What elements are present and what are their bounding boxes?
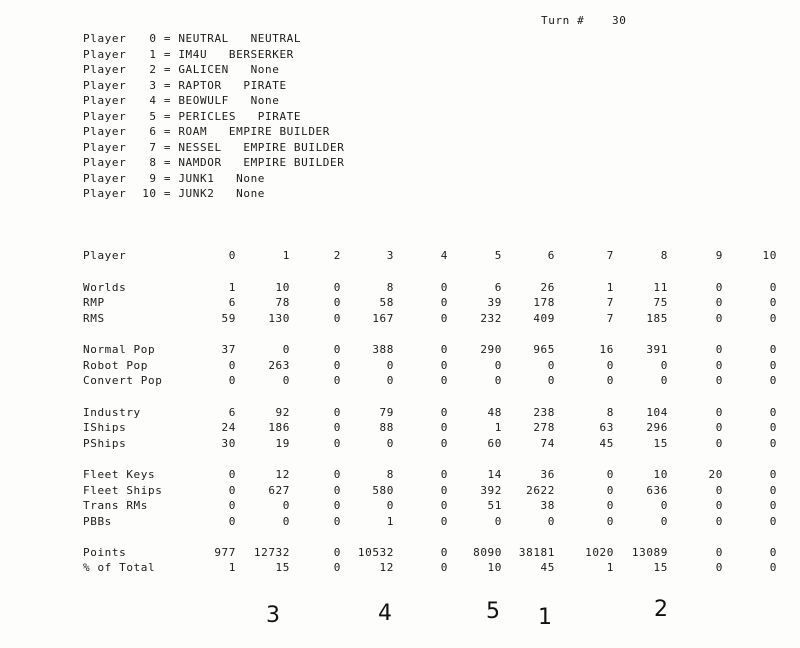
stats-cell: 0 xyxy=(440,312,448,325)
stats-cell: 0 xyxy=(333,515,341,528)
player-number: 10 xyxy=(142,187,157,200)
player-prefix: Player xyxy=(83,156,134,169)
stats-cell: 79 xyxy=(379,406,394,419)
player-prefix: Player xyxy=(83,187,134,200)
player-name: RAPTOR xyxy=(178,78,222,92)
stats-cell: 6 xyxy=(228,296,236,309)
player-number: 9 xyxy=(149,171,157,185)
stats-cell: 0 xyxy=(715,515,723,528)
stats-cell: 88 xyxy=(379,421,394,434)
stats-cell: 278 xyxy=(533,421,555,434)
column-header-player-10: 10 xyxy=(762,249,777,262)
stats-cell: 0 xyxy=(660,515,668,528)
stats-cell: 0 xyxy=(333,374,341,387)
stats-cell: 263 xyxy=(268,359,290,372)
equals-sign: = xyxy=(156,156,179,169)
stats-row-label: Fleet Ships xyxy=(83,484,163,497)
stats-cell: 0 xyxy=(715,296,723,309)
turn-number: 30 xyxy=(612,14,627,27)
player-name: GALICEN xyxy=(178,63,229,76)
stats-cell: 0 xyxy=(715,374,723,387)
stats-cell: 0 xyxy=(333,281,341,294)
stats-cell: 0 xyxy=(228,484,236,497)
stats-cell: 0 xyxy=(333,359,341,372)
stats-cell: 0 xyxy=(660,499,668,512)
stats-cell: 0 xyxy=(606,374,614,387)
player-number: 6 xyxy=(149,125,157,138)
stats-cell: 2622 xyxy=(526,484,555,497)
stats-cell: 0 xyxy=(440,406,448,419)
stats-cell: 977 xyxy=(214,546,236,559)
stats-cell: 0 xyxy=(494,374,502,387)
player-number: 4 xyxy=(149,94,157,107)
player-number: 0 xyxy=(149,32,157,45)
stats-cell: 0 xyxy=(333,312,341,325)
stats-cell: 0 xyxy=(282,515,290,528)
player-prefix: Player xyxy=(83,32,134,45)
stats-cell: 0 xyxy=(715,312,723,325)
stats-cell: 0 xyxy=(769,421,777,434)
player-prefix: Player xyxy=(83,109,134,123)
stats-cell: 14 xyxy=(487,468,502,481)
stats-cell: 0 xyxy=(769,359,777,372)
stats-row-label: % of Total xyxy=(83,561,156,574)
stats-cell: 10 xyxy=(487,561,502,574)
stats-row xyxy=(0,483,800,499)
equals-sign: = xyxy=(156,125,179,138)
handwritten-rank: 3 xyxy=(266,603,280,628)
stats-cell: 11 xyxy=(653,281,668,294)
equals-sign: = xyxy=(156,47,179,61)
stats-cell: 0 xyxy=(333,561,341,574)
stats-cell: 0 xyxy=(606,499,614,512)
equals-sign: = xyxy=(156,109,179,123)
stats-cell: 59 xyxy=(221,312,236,325)
stats-cell: 0 xyxy=(769,561,777,574)
column-header-player-7: 7 xyxy=(606,249,614,262)
stats-cell: 13089 xyxy=(631,546,668,559)
stats-cell: 0 xyxy=(228,499,236,512)
column-header-player-9: 9 xyxy=(715,249,723,262)
stats-cell: 0 xyxy=(494,515,502,528)
player-type: None xyxy=(236,187,266,200)
stats-cell: 0 xyxy=(769,312,777,325)
stats-header-label: Player xyxy=(83,249,127,262)
stats-cell: 290 xyxy=(480,343,502,356)
stats-cell: 0 xyxy=(228,374,236,387)
stats-cell: 92 xyxy=(275,406,290,419)
player-number: 5 xyxy=(149,109,157,123)
stats-cell: 0 xyxy=(386,437,394,450)
stats-cell: 0 xyxy=(660,374,668,387)
column-header-player-5: 5 xyxy=(494,249,502,262)
stats-cell: 39 xyxy=(487,296,502,309)
player-type: None xyxy=(250,63,280,76)
player-name: JUNK2 xyxy=(178,187,215,200)
stats-cell: 0 xyxy=(333,499,341,512)
stats-cell: 0 xyxy=(333,546,341,559)
player-number: 7 xyxy=(149,140,157,154)
stats-cell: 15 xyxy=(653,437,668,450)
stats-cell: 409 xyxy=(533,312,555,325)
stats-cell: 0 xyxy=(282,499,290,512)
player-type: None xyxy=(250,94,280,107)
stats-cell: 0 xyxy=(333,343,341,356)
stats-cell: 8 xyxy=(606,406,614,419)
stats-cell: 0 xyxy=(440,296,448,309)
stats-cell: 388 xyxy=(372,343,394,356)
stats-cell: 0 xyxy=(660,359,668,372)
stats-cell: 0 xyxy=(769,468,777,481)
player-prefix: Player xyxy=(83,78,134,92)
stats-row-label: Convert Pop xyxy=(83,374,163,387)
stats-cell: 0 xyxy=(769,484,777,497)
stats-row-label: Points xyxy=(83,546,127,559)
stats-cell: 1 xyxy=(228,281,236,294)
stats-cell: 38 xyxy=(540,499,555,512)
equals-sign: = xyxy=(156,78,179,92)
stats-cell: 0 xyxy=(386,499,394,512)
player-number: 3 xyxy=(149,78,157,92)
column-header-player-2: 2 xyxy=(333,249,341,262)
stats-cell: 8090 xyxy=(473,546,502,559)
stats-cell: 0 xyxy=(715,546,723,559)
stats-row xyxy=(0,436,800,452)
stats-cell: 0 xyxy=(228,515,236,528)
stats-cell: 0 xyxy=(606,484,614,497)
stats-cell: 1020 xyxy=(585,546,614,559)
stats-cell: 1 xyxy=(606,281,614,294)
stats-row xyxy=(0,295,800,311)
stats-cell: 232 xyxy=(480,312,502,325)
stats-cell: 391 xyxy=(646,343,668,356)
stats-cell: 185 xyxy=(646,312,668,325)
stats-cell: 636 xyxy=(646,484,668,497)
stats-cell: 392 xyxy=(480,484,502,497)
stats-cell: 0 xyxy=(769,499,777,512)
stats-cell: 296 xyxy=(646,421,668,434)
stats-row xyxy=(0,545,800,561)
stats-cell: 74 xyxy=(540,437,555,450)
stats-cell: 0 xyxy=(547,515,555,528)
stats-cell: 12 xyxy=(275,468,290,481)
column-header-player-3: 3 xyxy=(386,249,394,262)
stats-cell: 7 xyxy=(606,296,614,309)
stats-cell: 26 xyxy=(540,281,555,294)
handwritten-rank: 2 xyxy=(654,597,668,622)
stats-cell: 1 xyxy=(494,421,502,434)
player-prefix: Player xyxy=(83,171,134,185)
stats-cell: 0 xyxy=(440,546,448,559)
player-type: EMPIRE BUILDER xyxy=(243,156,345,169)
stats-cell: 78 xyxy=(275,296,290,309)
player-name: NEUTRAL xyxy=(178,32,229,45)
stats-cell: 0 xyxy=(715,281,723,294)
stats-row xyxy=(0,420,800,436)
stats-cell: 0 xyxy=(494,359,502,372)
stats-cell: 6 xyxy=(494,281,502,294)
stats-cell: 0 xyxy=(440,374,448,387)
stats-cell: 51 xyxy=(487,499,502,512)
equals-sign: = xyxy=(156,187,179,200)
stats-cell: 19 xyxy=(275,437,290,450)
player-type: PIRATE xyxy=(257,109,302,123)
player-name: NESSEL xyxy=(178,140,222,154)
stats-cell: 0 xyxy=(440,343,448,356)
stats-cell: 0 xyxy=(769,374,777,387)
stats-cell: 580 xyxy=(372,484,394,497)
stats-cell: 24 xyxy=(221,421,236,434)
handwritten-rank: 4 xyxy=(378,601,392,626)
equals-sign: = xyxy=(156,32,179,45)
stats-cell: 0 xyxy=(440,421,448,434)
stats-cell: 0 xyxy=(715,437,723,450)
stats-row xyxy=(0,358,800,374)
stats-cell: 0 xyxy=(769,281,777,294)
stats-cell: 0 xyxy=(282,374,290,387)
player-name: ROAM xyxy=(178,125,208,138)
player-type: BERSERKER xyxy=(228,47,294,61)
stats-cell: 238 xyxy=(533,406,555,419)
stats-cell: 58 xyxy=(379,296,394,309)
stats-row xyxy=(0,560,800,576)
stats-cell: 15 xyxy=(653,561,668,574)
stats-row xyxy=(0,514,800,530)
stats-cell: 0 xyxy=(715,406,723,419)
stats-cell: 15 xyxy=(275,561,290,574)
player-prefix: Player xyxy=(83,140,134,154)
stats-row-label: PShips xyxy=(83,437,127,450)
stats-cell: 0 xyxy=(769,437,777,450)
stats-cell: 0 xyxy=(606,515,614,528)
stats-cell: 0 xyxy=(333,468,341,481)
stats-cell: 10 xyxy=(275,281,290,294)
stats-cell: 0 xyxy=(715,484,723,497)
stats-cell: 965 xyxy=(533,343,555,356)
stats-cell: 0 xyxy=(606,468,614,481)
stats-row-label: RMS xyxy=(83,312,105,325)
player-name: PERICLES xyxy=(178,109,237,123)
stats-cell: 0 xyxy=(547,374,555,387)
handwritten-rank: 1 xyxy=(538,605,552,630)
stats-row xyxy=(0,498,800,514)
stats-cell: 0 xyxy=(769,343,777,356)
stats-cell: 0 xyxy=(440,484,448,497)
stats-cell: 0 xyxy=(769,296,777,309)
stats-cell: 0 xyxy=(386,374,394,387)
stats-cell: 0 xyxy=(228,468,236,481)
player-type: EMPIRE BUILDER xyxy=(228,125,331,138)
stats-cell: 0 xyxy=(333,406,341,419)
stats-cell: 48 xyxy=(487,406,502,419)
player-prefix: Player xyxy=(83,94,134,107)
player-name: NAMDOR xyxy=(178,156,222,169)
stats-cell: 0 xyxy=(715,359,723,372)
equals-sign: = xyxy=(156,94,179,107)
player-type: PIRATE xyxy=(243,78,287,92)
stats-cell: 45 xyxy=(540,561,555,574)
stats-cell: 12732 xyxy=(253,546,290,559)
stats-cell: 38181 xyxy=(518,546,555,559)
stats-row-label: RMP xyxy=(83,296,105,309)
stats-cell: 1 xyxy=(606,561,614,574)
stats-cell: 0 xyxy=(606,359,614,372)
stats-cell: 186 xyxy=(268,421,290,434)
stats-cell: 10 xyxy=(653,468,668,481)
stats-row xyxy=(0,342,800,358)
stats-cell: 20 xyxy=(708,468,723,481)
stats-row-label: IShips xyxy=(83,421,127,434)
stats-cell: 75 xyxy=(653,296,668,309)
stats-row-label: Fleet Keys xyxy=(83,468,156,481)
stats-cell: 0 xyxy=(440,468,448,481)
column-header-player-8: 8 xyxy=(660,249,668,262)
stats-cell: 0 xyxy=(386,359,394,372)
stats-header-row xyxy=(0,248,800,264)
equals-sign: = xyxy=(156,63,179,76)
stats-cell: 0 xyxy=(440,281,448,294)
stats-cell: 16 xyxy=(599,343,614,356)
stats-cell: 0 xyxy=(715,499,723,512)
stats-row xyxy=(0,280,800,296)
stats-cell: 0 xyxy=(769,546,777,559)
stats-cell: 1 xyxy=(228,561,236,574)
stats-cell: 130 xyxy=(268,312,290,325)
stats-cell: 0 xyxy=(769,515,777,528)
stats-cell: 0 xyxy=(715,343,723,356)
stats-row xyxy=(0,405,800,421)
player-number: 2 xyxy=(149,63,157,76)
player-type: NEUTRAL xyxy=(250,32,302,45)
stats-cell: 8 xyxy=(386,281,394,294)
stats-cell: 8 xyxy=(386,468,394,481)
stats-cell: 37 xyxy=(221,343,236,356)
stats-cell: 0 xyxy=(715,421,723,434)
player-name: BEOWULF xyxy=(178,94,229,107)
stats-cell: 178 xyxy=(533,296,555,309)
stats-cell: 0 xyxy=(440,561,448,574)
stats-row-label: Robot Pop xyxy=(83,359,149,372)
stats-cell: 167 xyxy=(372,312,394,325)
player-name: JUNK1 xyxy=(178,171,215,185)
player-number: 8 xyxy=(149,156,157,169)
stats-cell: 0 xyxy=(547,359,555,372)
stats-cell: 36 xyxy=(540,468,555,481)
stats-cell: 1 xyxy=(386,515,394,528)
equals-sign: = xyxy=(156,171,179,185)
stats-cell: 30 xyxy=(221,437,236,450)
stats-cell: 10532 xyxy=(357,546,394,559)
stats-cell: 0 xyxy=(715,561,723,574)
stats-cell: 0 xyxy=(333,296,341,309)
stats-cell: 0 xyxy=(333,437,341,450)
column-header-player-4: 4 xyxy=(440,249,448,262)
stats-cell: 7 xyxy=(606,312,614,325)
stats-cell: 627 xyxy=(268,484,290,497)
column-header-player-0: 0 xyxy=(228,249,236,262)
stats-row xyxy=(0,373,800,389)
stats-cell: 12 xyxy=(379,561,394,574)
stats-row xyxy=(0,311,800,327)
stats-row-label: Normal Pop xyxy=(83,343,156,356)
player-type: None xyxy=(236,171,266,185)
stats-cell: 0 xyxy=(333,421,341,434)
player-prefix: Player xyxy=(83,47,134,61)
stats-cell: 0 xyxy=(440,515,448,528)
column-header-player-1: 1 xyxy=(282,249,290,262)
stats-cell: 45 xyxy=(599,437,614,450)
stats-cell: 0 xyxy=(228,359,236,372)
player-type: EMPIRE BUILDER xyxy=(243,140,345,154)
stats-cell: 0 xyxy=(333,484,341,497)
stats-cell: 0 xyxy=(769,406,777,419)
column-header-player-6: 6 xyxy=(547,249,555,262)
stats-cell: 104 xyxy=(646,406,668,419)
stats-cell: 60 xyxy=(487,437,502,450)
stats-row-label: Trans RMs xyxy=(83,499,149,512)
stats-row-label: Industry xyxy=(83,406,141,419)
stats-cell: 6 xyxy=(228,406,236,419)
equals-sign: = xyxy=(156,140,179,154)
player-number: 1 xyxy=(149,47,157,61)
stats-cell: 0 xyxy=(282,343,290,356)
stats-row xyxy=(0,467,800,483)
stats-cell: 0 xyxy=(440,499,448,512)
handwritten-rank: 5 xyxy=(486,599,500,624)
player-prefix: Player xyxy=(83,125,134,138)
player-name: IM4U xyxy=(178,47,208,61)
stats-cell: 63 xyxy=(599,421,614,434)
turn-label: Turn # xyxy=(541,14,585,27)
stats-row-label: PBBs xyxy=(83,515,112,528)
stats-cell: 0 xyxy=(440,437,448,450)
stats-row-label: Worlds xyxy=(83,281,127,294)
player-prefix: Player xyxy=(83,63,134,76)
stats-cell: 0 xyxy=(440,359,448,372)
